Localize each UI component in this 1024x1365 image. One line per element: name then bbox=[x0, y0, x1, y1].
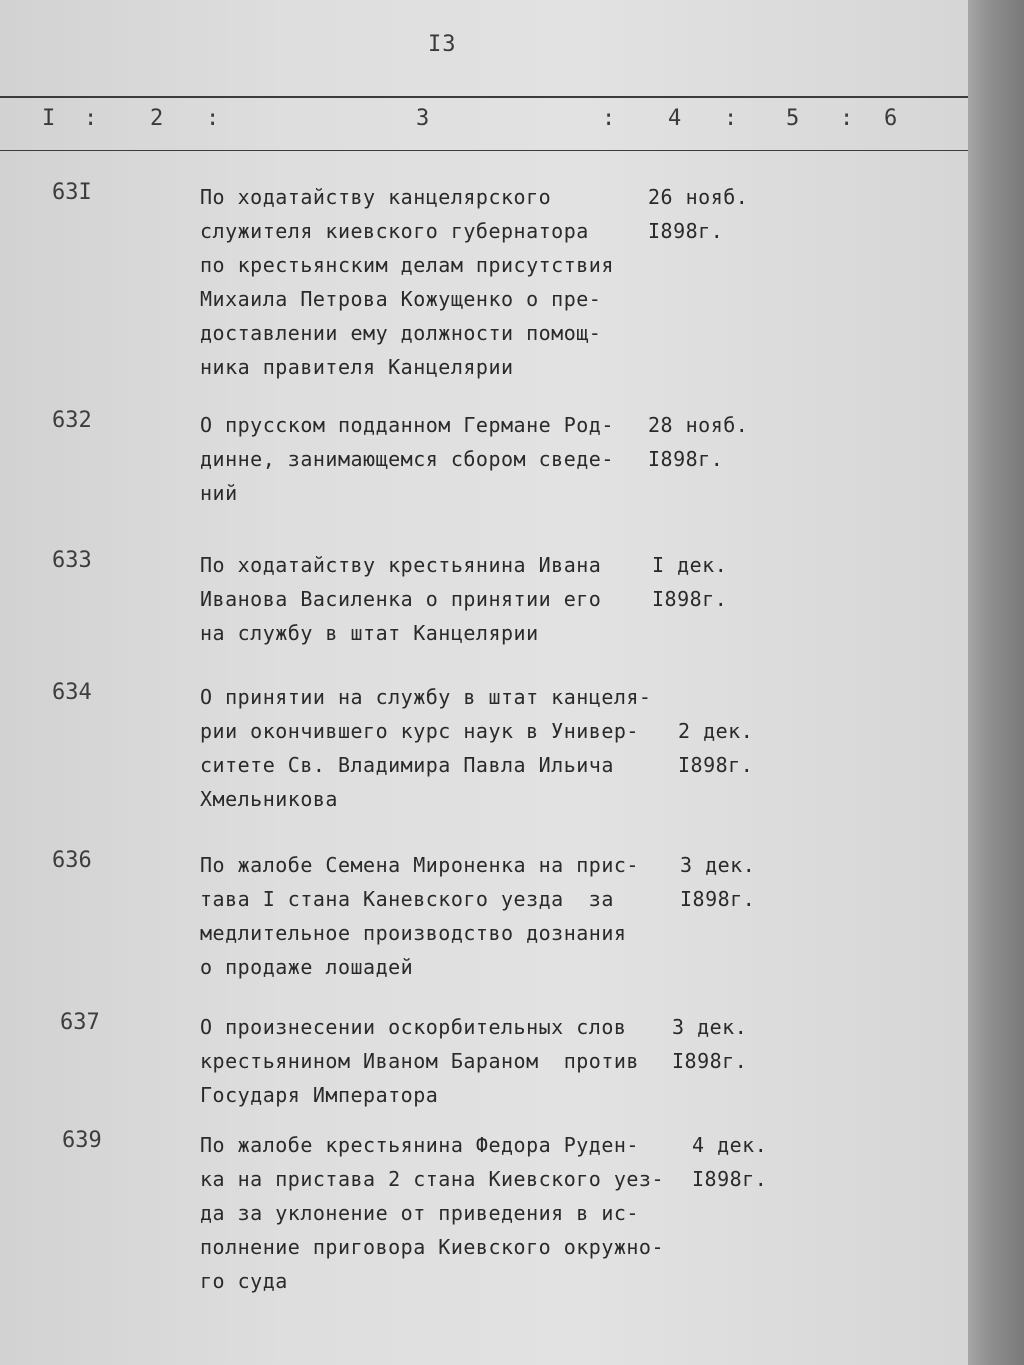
column-header-2: 2 bbox=[150, 106, 164, 131]
column-separator: : bbox=[840, 106, 854, 131]
description-line: рии окончившего курс наук в Универ- bbox=[200, 719, 639, 743]
date-line: 3 дек. bbox=[680, 853, 756, 877]
description-line: Хмельникова bbox=[200, 787, 338, 811]
entry-date bbox=[648, 408, 798, 476]
description-line: По ходатайству канцелярского bbox=[200, 185, 552, 209]
description-line: О принятии на службу в штат канцеля- bbox=[200, 685, 652, 709]
column-header-5: 5 bbox=[786, 106, 800, 131]
date-line: 28 нояб. bbox=[648, 413, 749, 437]
date-line: I дек. bbox=[652, 553, 728, 577]
page-edge-shadow bbox=[968, 0, 1024, 1365]
entry-description bbox=[200, 680, 700, 816]
description-line: го суда bbox=[200, 1269, 288, 1293]
entry-description bbox=[200, 1128, 700, 1298]
column-header-4: 4 bbox=[668, 106, 682, 131]
page-number: I3 bbox=[428, 32, 457, 57]
description-line: По жалобе Семена Мироненка на прис- bbox=[200, 853, 639, 877]
entry-description bbox=[200, 408, 700, 510]
description-line: По жалобе крестьянина Федора Руден- bbox=[200, 1133, 639, 1157]
entry-description bbox=[200, 1010, 700, 1112]
column-header-I: I bbox=[42, 106, 56, 131]
description-line: тава I стана Каневского уезда за bbox=[200, 887, 614, 911]
date-line: I898г. bbox=[692, 1167, 768, 1191]
column-header-6: 6 bbox=[884, 106, 898, 131]
description-line: Государя Императора bbox=[200, 1083, 439, 1107]
column-header-3: 3 bbox=[416, 106, 430, 131]
date-line: I898г. bbox=[680, 887, 756, 911]
date-line: 3 дек. bbox=[672, 1015, 748, 1039]
description-line: динне, занимающемся сбором сведе- bbox=[200, 447, 614, 471]
description-line: По ходатайству крестьянина Ивана bbox=[200, 553, 602, 577]
entry-description bbox=[200, 180, 700, 384]
entry-number: 636 bbox=[52, 848, 92, 873]
entry-number: 634 bbox=[52, 680, 92, 705]
description-line: медлительное производство дознания bbox=[200, 921, 627, 945]
date-line: I898г. bbox=[678, 753, 754, 777]
description-line: О произнесении оскорбительных слов bbox=[200, 1015, 627, 1039]
date-line: 2 дек. bbox=[678, 719, 754, 743]
description-line: ний bbox=[200, 481, 238, 505]
header-rule-bottom bbox=[0, 150, 968, 151]
description-line: на службу в штат Канцелярии bbox=[200, 621, 539, 645]
description-line: ка на пристава 2 стана Киевского уез- bbox=[200, 1167, 665, 1191]
entry-number: 639 bbox=[62, 1128, 102, 1153]
description-line: да за уклонение от приведения в ис- bbox=[200, 1201, 639, 1225]
date-line: I898г. bbox=[672, 1049, 748, 1073]
entry-date bbox=[692, 1128, 842, 1196]
description-line: Михаила Петрова Кожущенко о пре- bbox=[200, 287, 602, 311]
column-separator: : bbox=[602, 106, 616, 131]
date-line: 26 нояб. bbox=[648, 185, 749, 209]
entry-description bbox=[200, 848, 700, 984]
entry-date bbox=[652, 548, 802, 616]
header-rule-top bbox=[0, 96, 968, 98]
description-line: полнение приговора Киевского окружно- bbox=[200, 1235, 665, 1259]
date-line: I898г. bbox=[652, 587, 728, 611]
description-line: крестьянином Иваном Бараном против bbox=[200, 1049, 639, 1073]
date-line: I898г. bbox=[648, 447, 724, 471]
entry-description bbox=[200, 548, 700, 650]
description-line: Иванова Василенка о принятии его bbox=[200, 587, 602, 611]
entry-date bbox=[678, 680, 828, 782]
description-line: служителя киевского губернатора bbox=[200, 219, 589, 243]
entry-number: 633 bbox=[52, 548, 92, 573]
entry-date bbox=[672, 1010, 822, 1078]
entry-date bbox=[680, 848, 830, 916]
date-line: I898г. bbox=[648, 219, 724, 243]
description-line: о продаже лошадей bbox=[200, 955, 414, 979]
entry-number: 63I bbox=[52, 180, 92, 205]
entry-date bbox=[648, 180, 798, 248]
description-line: ситете Св. Владимира Павла Ильича bbox=[200, 753, 614, 777]
entry-number: 632 bbox=[52, 408, 92, 433]
column-separator: : bbox=[724, 106, 738, 131]
entry-number: 637 bbox=[60, 1010, 100, 1035]
description-line: доставлении ему должности помощ- bbox=[200, 321, 602, 345]
description-line: О прусском подданном Германе Род- bbox=[200, 413, 614, 437]
column-separator: : bbox=[206, 106, 220, 131]
date-line: 4 дек. bbox=[692, 1133, 768, 1157]
date-line bbox=[678, 680, 828, 714]
description-line: по крестьянским делам присутствия bbox=[200, 253, 614, 277]
description-line: ника правителя Канцелярии bbox=[200, 355, 514, 379]
column-separator: : bbox=[84, 106, 98, 131]
